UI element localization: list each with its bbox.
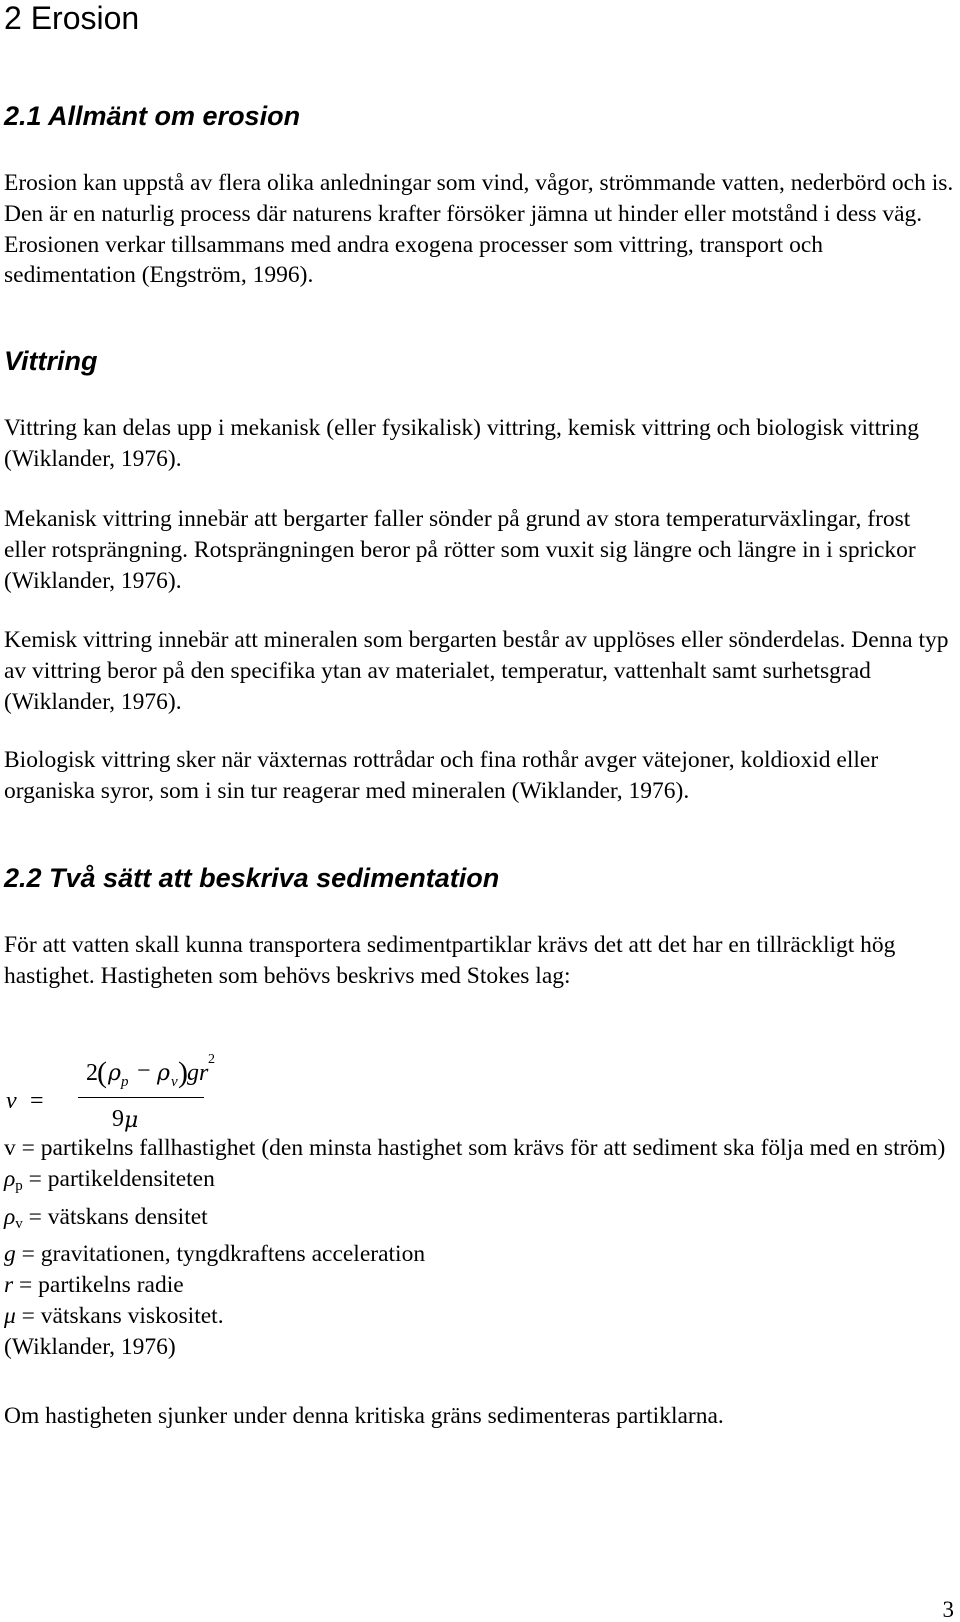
formula-rho-p: ρ	[108, 1061, 121, 1086]
symbol-rho-p-sub: p	[15, 1177, 23, 1194]
definition-v-text: = partikelns fallhastighet (den minsta hastighet som krävs för att sediment ska följa med en ström)	[15, 1135, 946, 1161]
paragraph-conclusion: Om hastigheten sjunker under denna kritiska gräns sedimenteras partiklarna.	[4, 1403, 724, 1429]
formula-num-coef: 2	[86, 1060, 98, 1086]
formula-g: g	[187, 1060, 199, 1086]
definition-mu-text: = vätskans viskositet.	[15, 1302, 224, 1329]
formula-rho-v: ρ	[157, 1061, 170, 1086]
section-heading-2-2: 2.2 Två sätt att beskriva sedimentation	[4, 863, 500, 893]
formula-paren-open: (	[97, 1056, 107, 1089]
symbol-v: v	[4, 1135, 16, 1161]
symbol-rho-p: ρ	[4, 1165, 16, 1192]
symbol-mu: μ	[4, 1302, 16, 1329]
definition-rho-v-text: = vätskans densitet	[22, 1203, 208, 1230]
chapter-heading: 2 Erosion	[4, 0, 140, 36]
formula-r: r	[199, 1060, 209, 1086]
definition-g-text: = gravitationen, tyngdkraftens acceleration	[15, 1241, 426, 1268]
formula-sub-p: p	[121, 1074, 129, 1090]
definitions-list	[4, 1133, 954, 1363]
definition-r	[4, 1270, 954, 1301]
paragraph-mekanisk-vittring: Mekanisk vittring innebär att bergarter faller sönder på grund av stora temperaturväxlingar, frost eller rotsprängning. Rotsprängningen beror på rötter som vuxit sig längre och längre in i sprickor (Wiklander, 1976).	[4, 506, 916, 594]
paragraph-stokes-intro: För att vatten skall kunna transportera sedimentpartiklar krävs det att det har en tillräckligt hög hastighet. Hastigheten som behövs beskrivs med Stokes lag:	[4, 932, 896, 989]
paragraph-intro: Erosion kan uppstå av flera olika anledningar som vind, vågor, strömmande vatten, nederbörd och is. Den är en naturlig process där naturens krafter försöker jämna ut hinder eller motstånd i dess väg. Erosionen verkar tillsammans med andra exogena processer som vittring, transport och sedimentation (Engström, 1996).	[4, 170, 954, 289]
definition-mu	[4, 1301, 954, 1332]
symbol-r: r	[4, 1272, 14, 1299]
symbol-g: g	[4, 1241, 16, 1268]
page-number: 3	[942, 1597, 954, 1622]
definition-g	[4, 1239, 954, 1270]
formula-fraction-bar	[78, 1097, 204, 1098]
formula-equals: =	[30, 1088, 44, 1114]
symbol-rho-v-sub: v	[15, 1215, 23, 1232]
formula-lhs-v: v	[6, 1088, 17, 1114]
formula-exponent: 2	[208, 1052, 215, 1067]
paragraph-biologisk-vittring: Biologisk vittring sker när växternas rottrådar och fina rothår avger vätejoner, koldioxid eller organiska syror, som i sin tur reagerar med mineralen (Wiklander, 1976).	[4, 747, 879, 804]
formula-den-coef: 9	[112, 1106, 124, 1132]
definition-v	[4, 1133, 954, 1164]
definitions-citation: (Wiklander, 1976)	[4, 1333, 176, 1360]
definition-r-text: = partikelns radie	[13, 1272, 184, 1299]
stokes-law-formula	[0, 1050, 300, 1133]
subheading-vittring: Vittring	[4, 346, 98, 376]
formula-minus: −	[137, 1058, 151, 1084]
symbol-rho-v: ρ	[4, 1203, 16, 1230]
formula-paren-close: )	[178, 1056, 188, 1089]
definition-rho-p	[4, 1164, 954, 1202]
paragraph-kemisk-vittring: Kemisk vittring innebär att mineralen som bergarten består av upplöses eller sönderdelas. Denna typ av vittring beror på den specifika ytan av materialet, temperatur, vattenhalt samt surhetsgrad (Wiklander, 1976).	[4, 627, 949, 715]
formula-sub-v: v	[171, 1074, 178, 1090]
formula-mu: μ	[124, 1108, 139, 1133]
section-heading-2-1: 2.1 Allmänt om erosion	[4, 101, 301, 131]
definition-rho-v	[4, 1202, 954, 1240]
paragraph-vittring-types: Vittring kan delas upp i mekanisk (eller fysikalisk) vittring, kemisk vittring och biologisk vittring (Wiklander, 1976).	[4, 415, 919, 472]
definition-rho-p-text: = partikeldensiteten	[22, 1165, 215, 1192]
